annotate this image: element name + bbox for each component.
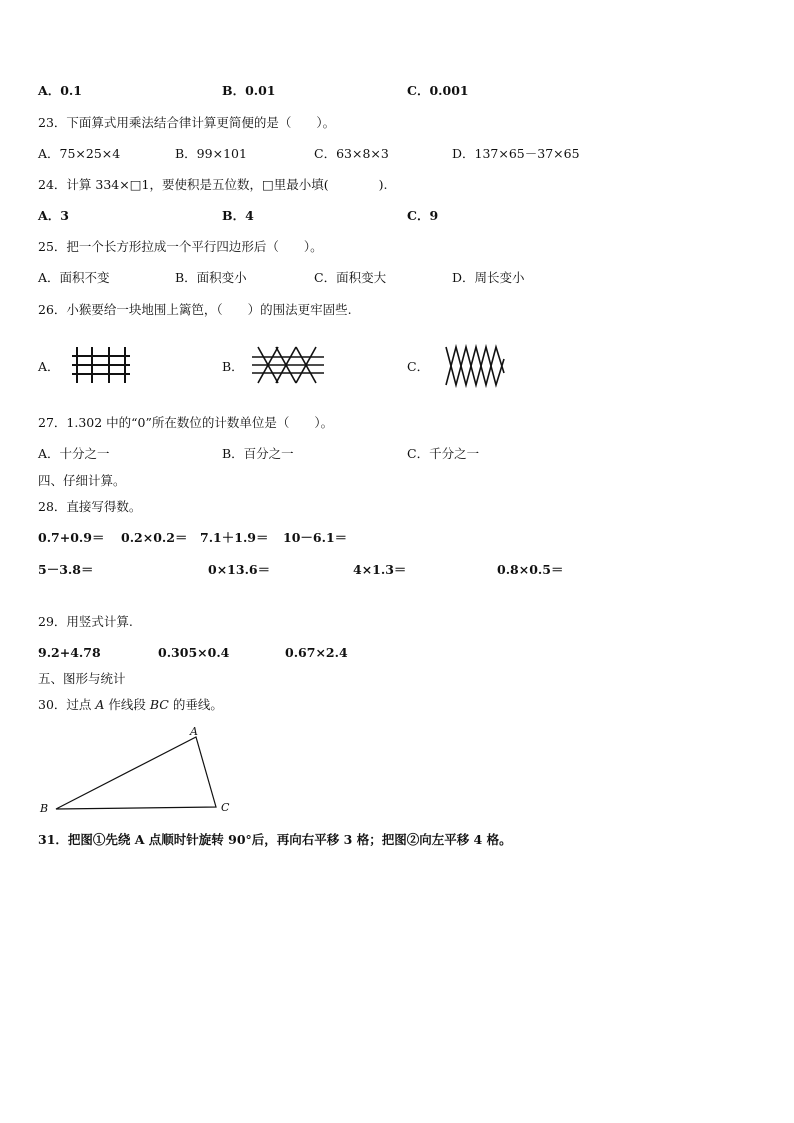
q28-item: 4×1.3＝ — [353, 562, 407, 577]
q30-point-label: A — [95, 697, 105, 712]
q29-item: 0.67×2.4 — [285, 645, 348, 660]
vertex-b-label: B — [40, 802, 49, 815]
q23-option-d: D．137×65－37×65 — [452, 146, 580, 161]
q25-stem: 25．把一个长方形拉成一个平行四边形后（ ）。 — [38, 239, 323, 254]
q22-option-c: C．0.001 — [407, 83, 469, 98]
q28-item: 5－3.8＝ — [38, 562, 94, 577]
q24-option-a: A．3 — [38, 208, 69, 223]
q26-stem: 26．小猴要给一块地围上篱笆，（ ）的围法更牢固些. — [38, 302, 352, 317]
q28-item: 10－6.1＝ — [283, 530, 348, 545]
q24-option-b: B．4 — [222, 208, 254, 223]
q26-option-b: B． — [222, 359, 244, 374]
q25-option-a: A．面积不变 — [38, 270, 110, 285]
q27-option-c: C．千分之一 — [407, 446, 480, 461]
q24-stem: 24．计算 334×□1，要使积是五位数，□里最小填( ). — [38, 177, 388, 192]
q25-option-b: B．面积变小 — [175, 270, 247, 285]
q29-stem: 29．用竖式计算. — [38, 614, 133, 629]
q23-option-b: B．99×101 — [175, 146, 247, 161]
q29-item: 9.2+4.78 — [38, 645, 101, 660]
q28-item: 0×13.6＝ — [208, 562, 271, 577]
q28-stem: 28．直接写得数。 — [38, 499, 142, 514]
q23-stem: 23．下面算式用乘法结合律计算更简便的是（ ）。 — [38, 115, 336, 130]
q26-option-a: A． — [38, 359, 60, 374]
q30-stem-mid: 作线段 — [104, 697, 150, 712]
vertex-c-label: C — [221, 801, 230, 814]
q24-option-c: C．9 — [407, 208, 439, 223]
q29-item: 0.305×0.4 — [158, 645, 230, 660]
q28-item: 7.1＋1.9＝ — [200, 530, 269, 545]
section-5-heading: 五、图形与统计 — [38, 671, 126, 686]
q28-item: 0.8×0.5＝ — [497, 562, 564, 577]
q23-option-a: A．75×25×4 — [38, 146, 121, 161]
q23-option-c: C．63×8×3 — [314, 146, 389, 161]
q30-stem-pre: 30．过点 — [38, 697, 96, 712]
q28-item: 0.7+0.9＝ — [38, 530, 105, 545]
q30-stem-post: 的垂线。 — [168, 697, 223, 712]
q22-option-a: A．0.1 — [38, 83, 82, 98]
q27-option-a: A．十分之一 — [38, 446, 110, 461]
q30-segment-label: BC — [149, 697, 169, 712]
q26-option-c: C． — [407, 359, 430, 374]
q28-item: 0.2×0.2＝ — [121, 530, 188, 545]
section-4-heading: 四、仔细计算。 — [38, 473, 126, 488]
q27-option-b: B．百分之一 — [222, 446, 294, 461]
q25-option-d: D．周长变小 — [452, 270, 525, 285]
vertex-a-label: A — [190, 725, 198, 738]
q31-stem: 31．把图①先绕 A 点顺时针旋转 90°后，再向右平移 3 格；把图②向左平移 4 格。 — [38, 832, 512, 847]
q22-option-b: B．0.01 — [222, 83, 276, 98]
q27-stem: 27．1.302 中的“0”所在数位的计数单位是（ ）。 — [38, 415, 334, 430]
q25-option-c: C．面积变大 — [314, 270, 387, 285]
